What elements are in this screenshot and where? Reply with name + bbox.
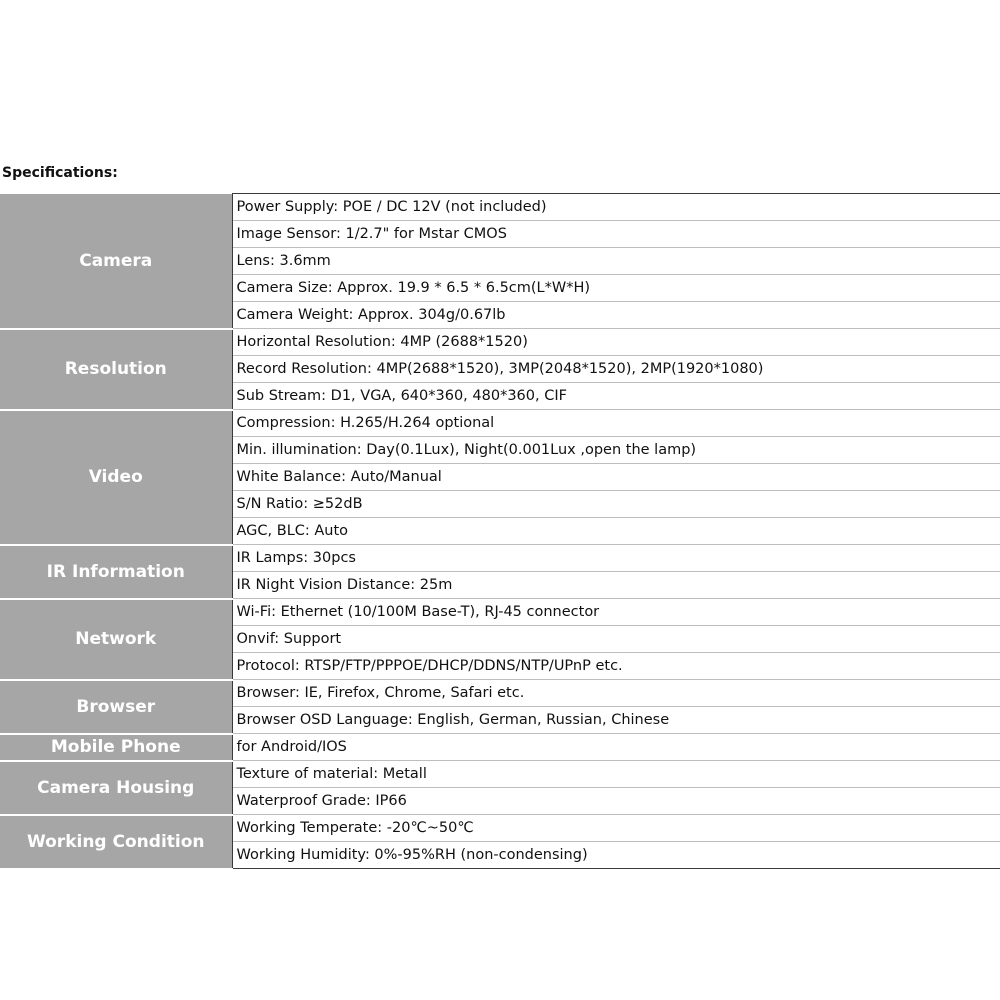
- specifications-table-body: [0, 194, 1000, 869]
- spec-value: Working Temperate: -20℃~50℃: [232, 815, 1000, 842]
- spec-value: Horizontal Resolution: 4MP (2688*1520): [232, 329, 1000, 356]
- spec-value: Working Humidity: 0%-95%RH (non-condensing): [232, 842, 1000, 869]
- spec-category: Camera: [0, 194, 232, 329]
- spec-value: Lens: 3.6mm: [232, 248, 1000, 275]
- spec-category: Resolution: [0, 329, 232, 410]
- spec-value: Wi-Fi: Ethernet (10/100M Base-T), RJ-45 connector: [232, 599, 1000, 626]
- spec-row: [0, 329, 1000, 356]
- spec-value: S/N Ratio: ≥52dB: [232, 491, 1000, 518]
- spec-value: Sub Stream: D1, VGA, 640*360, 480*360, CIF: [232, 383, 1000, 410]
- spec-value: Camera Size: Approx. 19.9 * 6.5 * 6.5cm(L*W*H): [232, 275, 1000, 302]
- spec-row: [0, 545, 1000, 572]
- spec-value: Protocol: RTSP/FTP/PPPOE/DHCP/DDNS/NTP/UPnP etc.: [232, 653, 1000, 680]
- spec-category: Video: [0, 410, 232, 545]
- spec-value: Browser: IE, Firefox, Chrome, Safari etc.: [232, 680, 1000, 707]
- spec-category: IR Information: [0, 545, 232, 599]
- spec-row: [0, 734, 1000, 761]
- spec-value: Camera Weight: Approx. 304g/0.67lb: [232, 302, 1000, 329]
- spec-category: Mobile Phone: [0, 734, 232, 761]
- spec-value: Min. illumination: Day(0.1Lux), Night(0.001Lux ,open the lamp): [232, 437, 1000, 464]
- spec-value: for Android/IOS: [232, 734, 1000, 761]
- spec-category: Network: [0, 599, 232, 680]
- spec-row: [0, 410, 1000, 437]
- specifications-table: [0, 193, 1000, 870]
- spec-value: IR Lamps: 30pcs: [232, 545, 1000, 572]
- spec-row: [0, 599, 1000, 626]
- spec-category: Camera Housing: [0, 761, 232, 815]
- spec-value: IR Night Vision Distance: 25m: [232, 572, 1000, 599]
- spec-value: Record Resolution: 4MP(2688*1520), 3MP(2048*1520), 2MP(1920*1080): [232, 356, 1000, 383]
- spec-row: [0, 194, 1000, 221]
- spec-row: [0, 815, 1000, 842]
- spec-value: White Balance: Auto/Manual: [232, 464, 1000, 491]
- spec-value: Image Sensor: 1/2.7" for Mstar CMOS: [232, 221, 1000, 248]
- spec-category: Working Condition: [0, 815, 232, 869]
- spec-value: AGC, BLC: Auto: [232, 518, 1000, 545]
- spec-value: Texture of material: Metall: [232, 761, 1000, 788]
- spec-row: [0, 761, 1000, 788]
- spec-value: Power Supply: POE / DC 12V (not included): [232, 194, 1000, 221]
- spec-value: Browser OSD Language: English, German, Russian, Chinese: [232, 707, 1000, 734]
- spec-value: Waterproof Grade: IP66: [232, 788, 1000, 815]
- spec-value: Onvif: Support: [232, 626, 1000, 653]
- spec-category: Browser: [0, 680, 232, 734]
- specifications-heading: Specifications:: [2, 165, 118, 181]
- spec-row: [0, 680, 1000, 707]
- spec-value: Compression: H.265/H.264 optional: [232, 410, 1000, 437]
